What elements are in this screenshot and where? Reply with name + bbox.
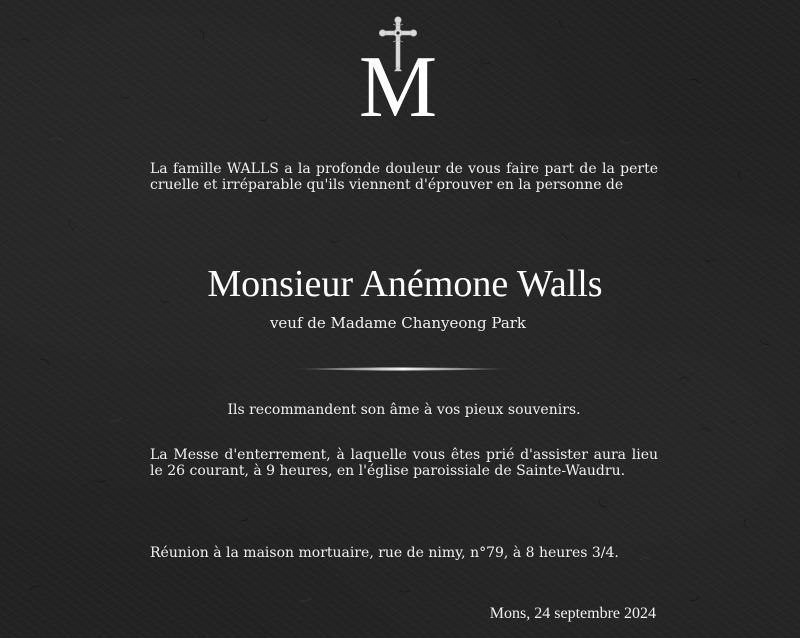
monogram-letter: M [358, 39, 438, 136]
mass-announcement: La Messe d'enterrement, à laquelle vous êtes prié d'assister aura lieu le 26 courant, à 9 heures, en l'église paroissiale de Sainte-Waudru. [150, 447, 658, 479]
meeting-announcement: Réunion à la maison mortuaire, rue de nimy, n°79, à 8 heures 3/4. [150, 545, 619, 561]
widow-line: veuf de Madame Chanyeong Park [269, 314, 527, 332]
intro-paragraph: La famille WALLS a la profonde douleur de vous faire part de la perte cruelle et irréparable qu'ils viennent d'éprouver en la personne de [150, 161, 658, 193]
place-date: Mons, 24 septembre 2024 [489, 605, 656, 622]
ornamental-divider [290, 366, 516, 372]
deceased-name: Monsieur Anémone Walls [207, 263, 603, 305]
recommendation-line: Ils recommandent son âme à vos pieux souvenirs. [227, 402, 581, 418]
